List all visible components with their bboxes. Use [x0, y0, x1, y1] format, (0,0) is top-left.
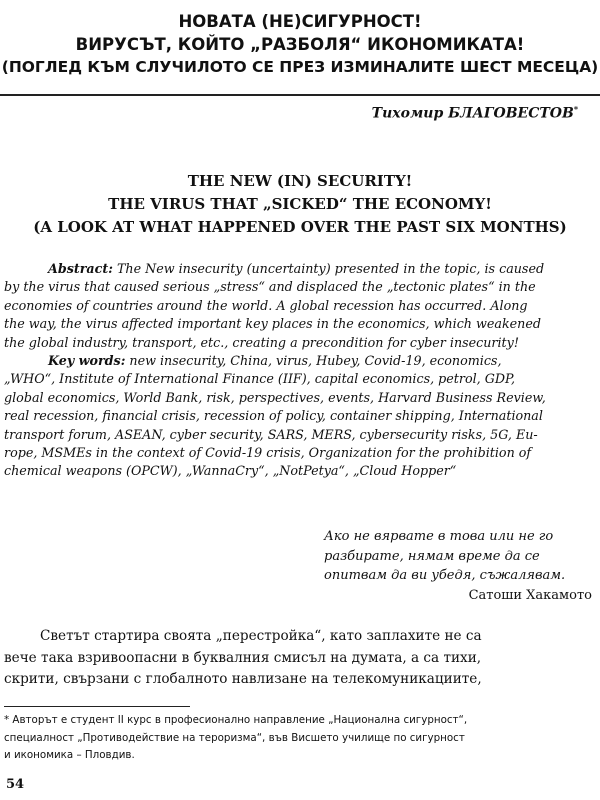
- abstract-line: the way, the virus affected important key places in the economics, which weakened: [4, 316, 541, 332]
- author-name-text: Тихомир БЛАГОВЕСТОВ: [371, 105, 574, 122]
- keywords-label: Key words:: [48, 353, 126, 369]
- keywords-line: chemical weapons (OPCW), „WannaCry“, „NotPetya“, „Cloud Hopper“: [4, 463, 457, 479]
- footnote-divider: [4, 706, 190, 707]
- page-number: 54: [6, 777, 25, 792]
- author-name: [372, 104, 578, 122]
- abstract-line: by the virus that caused serious „stress“ and displaced the „tectonic plates“ in the: [4, 279, 536, 295]
- bulgarian-title-line-2: ВИРУСЪТ, КОЙТО „РАЗБОЛЯ“ ИКОНОМИКАТА!: [75, 35, 525, 54]
- abstract-line: the global industry, transport, etc., creating a precondition for cyber insecurity!: [4, 334, 519, 350]
- body-line: скрити, свързани с глобалното навлизане на телекомуникациите,: [4, 671, 482, 687]
- footnote-line: специалност „Противодействие на тероризма“, във Висшето училище по сигурност: [4, 731, 465, 744]
- epigraph-line: опитвам да ви убедя, съжалявам.: [324, 568, 566, 583]
- keywords-line: „WHO“, Institute of International Finance (IIF), capital economics, petrol, GDP,: [4, 371, 516, 387]
- abstract-block: [4, 260, 594, 481]
- keywords-line: real recession, financial crisis, recession of policy, container shipping, International: [4, 408, 543, 424]
- body-line: вече така взривоопасни в буквалния смисъл на думата, а са тихи,: [4, 649, 482, 666]
- keywords-line: global economics, World Bank, risk, perspectives, events, Harvard Business Review,: [4, 389, 546, 405]
- footnote-line: * Авторът е студент II курс в професионално направление „Национална сигурност“,: [4, 714, 468, 726]
- author-footnote-mark: *: [573, 104, 578, 114]
- bulgarian-subtitle: (ПОГЛЕД КЪМ СЛУЧИЛОТО СЕ ПРЕЗ ИЗМИНАЛИТЕ ШЕСТ МЕСЕЦА): [1, 58, 599, 76]
- english-subtitle: (A LOOK AT WHAT HAPPENED OVER THE PAST SIX MONTHS): [33, 218, 567, 236]
- epigraph-line: разбирате, нямам време да се: [324, 548, 540, 564]
- footnote-line: и икономика – Пловдив.: [4, 749, 135, 761]
- english-title-line-2: THE VIRUS THAT „SICKED“ THE ECONOMY!: [108, 195, 492, 213]
- footnote: [4, 712, 596, 765]
- bulgarian-title-line-1: НОВАТА (НЕ)СИГУРНОСТ!: [178, 12, 422, 31]
- bulgarian-title: [0, 10, 600, 79]
- english-title: [0, 170, 600, 239]
- body-paragraph: [4, 626, 596, 691]
- english-title-line-1: THE NEW (IN) SECURITY!: [187, 172, 413, 190]
- epigraph-line: Ако не вярвате в това или не го: [324, 529, 554, 544]
- epigraph: [324, 527, 596, 605]
- title-divider: [0, 94, 600, 96]
- keywords-line: transport forum, ASEAN, cyber security, SARS, MERS, cybersecurity risks, 5G, Eu-: [4, 426, 538, 442]
- epigraph-signature: Сатоши Хакамото: [468, 587, 592, 603]
- abstract-line: economies of countries around the world. A global recession has occurred. Along: [4, 297, 528, 313]
- abstract-line: Abstract: The New insecurity (uncertainty) presented in the topic, is caused: [48, 261, 545, 276]
- keywords-line: rope, MSMEs in the context of Covid-19 crisis, Organization for the prohibition of: [4, 445, 532, 461]
- abstract-label: Abstract:: [48, 261, 113, 276]
- keywords-line: Key words: new insecurity, China, virus, Hubey, Covid-19, economics,: [48, 353, 502, 369]
- body-line: Светът стартира своята „перестройка“, като заплахите не са: [40, 628, 482, 644]
